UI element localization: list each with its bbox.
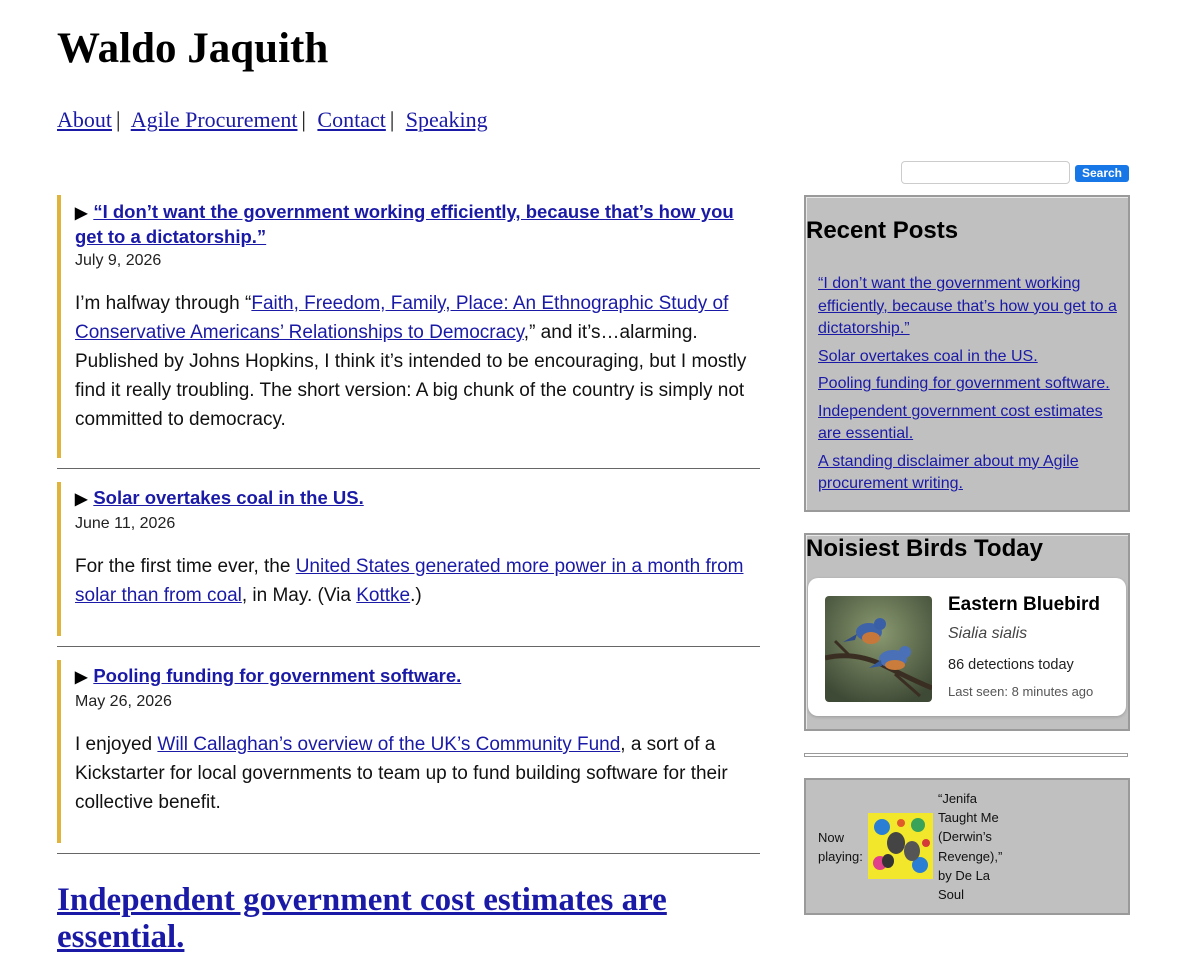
post-summary bbox=[57, 660, 760, 843]
post-accent-bar bbox=[57, 660, 61, 843]
birds-heading: Noisiest Birds Today bbox=[806, 535, 1043, 562]
nav-speaking[interactable]: Speaking bbox=[405, 107, 488, 132]
post-text: I enjoyed bbox=[75, 734, 158, 755]
post-date: July 9, 2026 bbox=[75, 252, 162, 269]
post-title-link[interactable]: Pooling funding for government software. bbox=[93, 665, 462, 686]
nav-separator: | bbox=[301, 107, 306, 132]
post-text: .) bbox=[410, 585, 422, 606]
bird-last-seen: Last seen: 8 minutes ago bbox=[948, 684, 1094, 699]
post-text: , a sort of a Kickstarter for local governments to team up to fund building software for their collective benefit. bbox=[75, 734, 728, 813]
post-summary bbox=[57, 195, 760, 458]
featured-post-title bbox=[57, 882, 757, 956]
post-title-link[interactable]: “I don’t want the government working efficiently, because that’s how you get to a dictatorship.” bbox=[75, 201, 734, 247]
main-nav bbox=[57, 107, 488, 133]
post-text: ,” and it’s…alarming. Published by Johns Hopkins, I think it’s intended to be encouraging, but I mostly find it really troubling. The short version: A big chunk of the country is simply not committed to democracy. bbox=[75, 322, 747, 430]
disclosure-triangle-icon[interactable]: ▶ bbox=[75, 205, 88, 222]
recent-posts-widget bbox=[804, 195, 1130, 512]
via-link[interactable]: Kottke bbox=[356, 585, 411, 606]
list-item bbox=[818, 373, 1118, 396]
list-item bbox=[818, 401, 1118, 446]
bird-name: Eastern Bluebird bbox=[948, 594, 1101, 615]
nav-about[interactable]: About bbox=[57, 107, 112, 132]
post-title-link[interactable]: Solar overtakes coal in the US. bbox=[93, 487, 364, 508]
list-item bbox=[818, 273, 1118, 341]
now-playing-label: Now playing: bbox=[818, 830, 863, 864]
bird-card[interactable] bbox=[808, 578, 1126, 716]
post-divider bbox=[57, 853, 760, 854]
nav-separator: | bbox=[389, 107, 395, 132]
post-text: For the first time ever, the bbox=[75, 556, 296, 577]
post-accent-bar bbox=[57, 482, 61, 636]
list-item bbox=[818, 346, 1118, 369]
post-title bbox=[75, 482, 760, 511]
post-divider bbox=[57, 646, 760, 647]
nav-contact[interactable]: Contact bbox=[317, 107, 386, 132]
now-playing-widget bbox=[804, 778, 1130, 915]
list-item bbox=[818, 451, 1118, 496]
disclosure-triangle-icon[interactable]: ▶ bbox=[75, 669, 88, 686]
post-title bbox=[75, 195, 760, 248]
empty-widget bbox=[804, 753, 1128, 757]
site-title[interactable]: Waldo Jaquith bbox=[57, 25, 329, 72]
bird-detections: 86 detections today bbox=[948, 657, 1074, 673]
post-date: May 26, 2026 bbox=[75, 693, 172, 710]
nav-separator: | bbox=[116, 107, 121, 132]
nav-agile-procurement[interactable]: Agile Procurement bbox=[130, 107, 298, 132]
search-form bbox=[901, 161, 1123, 184]
post-accent-bar bbox=[57, 195, 61, 458]
post-body bbox=[75, 730, 760, 817]
disclosure-triangle-icon[interactable]: ▶ bbox=[75, 491, 88, 508]
recent-post-link[interactable]: Pooling funding for government software. bbox=[818, 375, 1110, 392]
post-body bbox=[75, 289, 760, 434]
post-title bbox=[75, 660, 760, 689]
recent-posts-list bbox=[806, 273, 1128, 511]
now-playing-song: “Jenifa Taught Me (Derwin’s Revenge),” by De La Soul bbox=[938, 791, 1003, 903]
recent-post-link[interactable]: A standing disclaimer about my Agile procurement writing. bbox=[818, 452, 1079, 492]
featured-post-link[interactable]: Independent government cost estimates are essential. bbox=[57, 882, 667, 955]
search-input[interactable] bbox=[901, 161, 1070, 184]
recent-post-link[interactable]: “I don’t want the government working efficiently, because that’s how you get to a dictatorship.” bbox=[818, 275, 1117, 337]
post-divider bbox=[57, 468, 760, 469]
album-art[interactable] bbox=[868, 813, 933, 879]
search-button[interactable]: Search bbox=[1075, 165, 1129, 182]
post-body-link[interactable]: Faith, Freedom, Family, Place: An Ethnographic Study of Conservative Americans’ Relationships to Democracy bbox=[75, 293, 729, 343]
recent-posts-heading: Recent Posts bbox=[806, 217, 959, 244]
post-text: I’m halfway through “ bbox=[75, 293, 252, 314]
post-body-link[interactable]: Will Callaghan’s overview of the UK’s Community Fund bbox=[157, 734, 621, 755]
bird-scientific-name: Sialia sialis bbox=[948, 625, 1028, 642]
bird-photo bbox=[825, 596, 932, 702]
post-text: , in May. (Via bbox=[241, 585, 357, 606]
post-summary bbox=[57, 482, 760, 636]
post-body bbox=[75, 552, 760, 610]
post-date: June 11, 2026 bbox=[75, 515, 176, 532]
recent-post-link[interactable]: Solar overtakes coal in the US. bbox=[818, 347, 1038, 365]
post-body-link[interactable]: United States generated more power in a month from solar than from coal bbox=[75, 556, 744, 606]
noisiest-birds-widget bbox=[804, 533, 1130, 731]
recent-post-link[interactable]: Independent government cost estimates are essential. bbox=[818, 402, 1103, 442]
